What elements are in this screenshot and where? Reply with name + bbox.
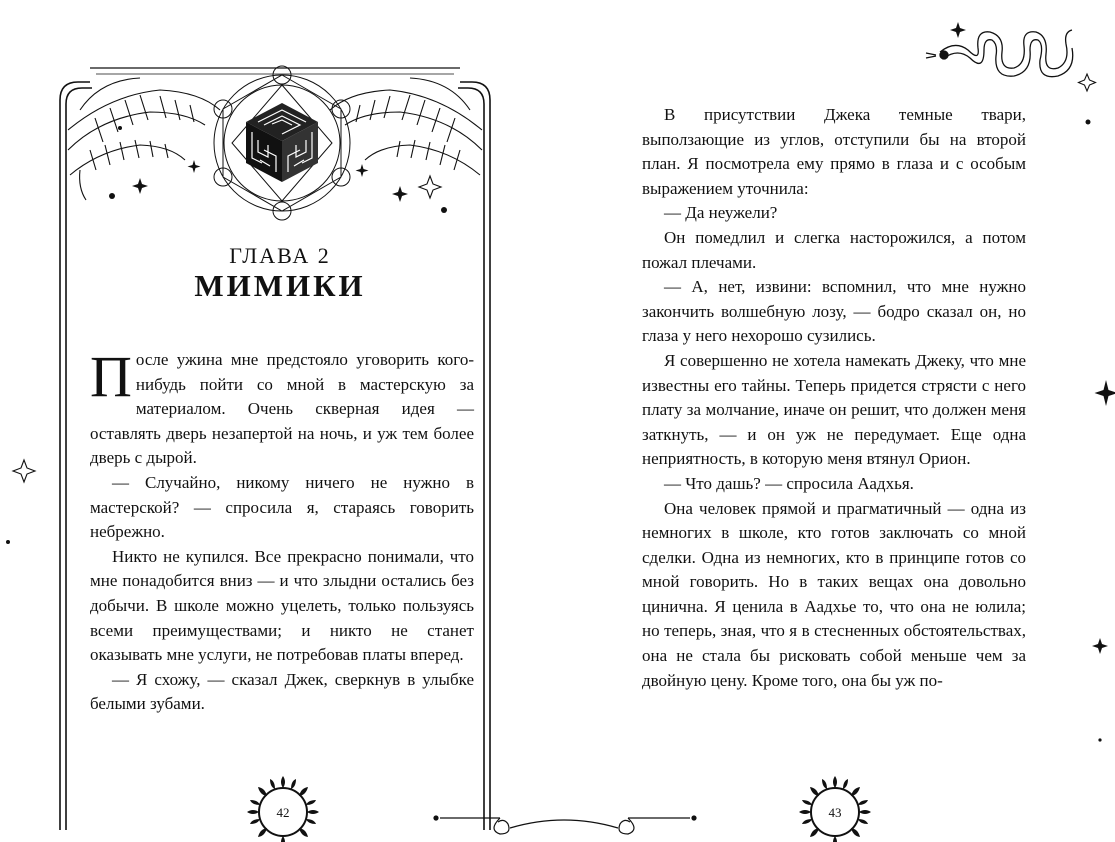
first-paragraph: [90, 344, 474, 471]
drop-cap: П: [90, 344, 132, 409]
foliage-left-icon: [68, 78, 220, 200]
paragraph: Он помедлил и слегка насторожился, а потом пожал плечами.: [642, 227, 1026, 272]
chapter-title: МИМИКИ: [194, 268, 366, 303]
page-number-right: 43: [828, 805, 842, 820]
paragraph: Я совершенно не хотела намекать Джеку, что мне известны его тайны. Теперь придется стрясти с него плату за молчание, иначе он решит, что должен меня заткнуть, — и он уж не передумает. Еще одна неприятность, в которую меня втянул Орион.: [642, 350, 1026, 469]
first-paragraph-text: осле ужина мне предстояло уговорить кого-нибудь пойти со мной в мастерскую за материалом. Очень скверная идея — оставлять дверь незапертой на ночь, и уж тем более дверь с дырой.: [90, 350, 474, 468]
paragraph: — Что дашь? — спросила Аадхья.: [664, 473, 914, 493]
paragraph: — Случайно, никому ничего не нужно в мастерской? — спросила я, стараясь говорить небрежно.: [90, 472, 474, 542]
foliage-right-icon: [330, 78, 482, 175]
serpent-icon: [926, 30, 1073, 77]
left-page-text: [90, 344, 474, 717]
paragraph: Никто не купился. Все прекрасно понимали, что мне понадобится вниз — и что злыдни остались без добычи. В школе можно уцелеть, только пользуясь всеми преимуществами; и никто не станет оказывать мне услуги, не потребовав платы вперед.: [90, 546, 474, 665]
paragraph: Она человек прямой и прагматичный — одна из немногих в школе, кто готов заключать со мной сделки. Одна из немногих, кто в принципе готов со мной говорить. Но в таких вещах она довольно цинична. Я ценила в Аадхье то, что она не юлила; но теперь, зная, что я в стесненных обстоятельствах, она не стала бы рисковать собой меньше чем за двойную цену. Кроме того, она бы уж по-: [642, 498, 1026, 690]
right-page-text: [642, 103, 1026, 693]
chapter-label: ГЛАВА 2: [229, 243, 331, 268]
paragraph: — А, нет, извини: вспомнил, что мне нужно закончить волшебную лозу, — бодро сказал он, но глаза у него нехорошо сузились.: [642, 277, 1026, 346]
paragraph: — Я схожу, — сказал Джек, сверкнув в улыбке белыми зубами.: [90, 669, 474, 714]
page-number-left: 42: [276, 805, 290, 820]
paragraph: — Да неужели?: [664, 203, 778, 223]
paragraph: В присутствии Джека темные твари, выползающие из углов, отступили бы на второй план. Я посмотрела ему прямо в глаза и с особым выражением уточнила:: [642, 105, 1026, 198]
swirl-ornament-icon: [434, 816, 696, 834]
